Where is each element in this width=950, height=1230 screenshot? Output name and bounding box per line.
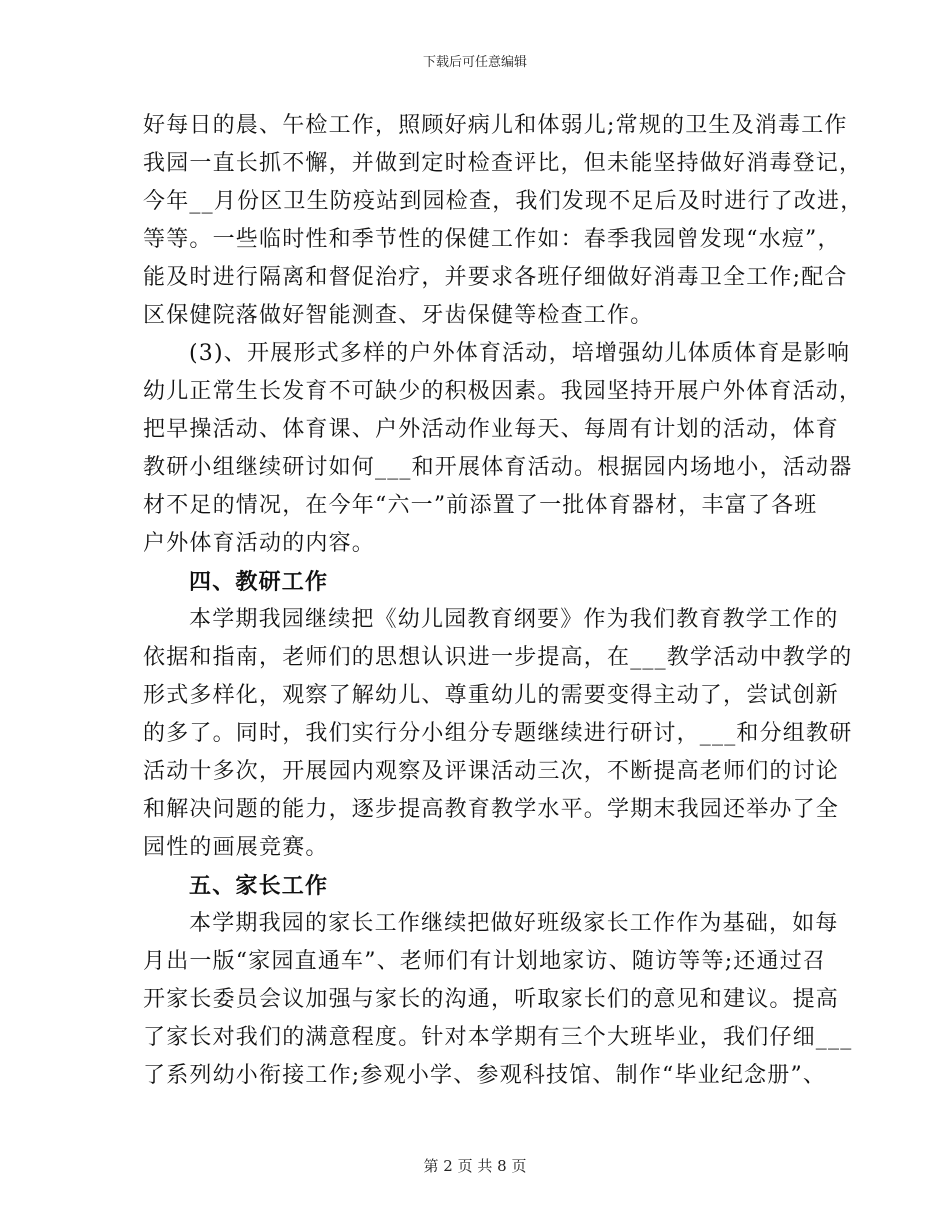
text-line: 和解决问题的能力，逐步提高教育教学水平。学期末我园还举办了全 [143, 797, 840, 822]
text-line: 依据和指南，老师们的思想认识进一步提高，在___教学活动中教学的 [143, 645, 853, 670]
document-body [143, 107, 864, 1095]
text-line: 了系列幼小衔接工作;参观小学、参观科技馆、制作“毕业纪念册”、 [143, 1063, 827, 1088]
section-heading: 五、家长工作 [189, 873, 329, 899]
text-line: 月出一版“家园直通车”、老师们有计划地家访、随访等等;还通过召 [143, 949, 827, 974]
page-number-footer: 第 2 页 共 8 页 [423, 1157, 527, 1175]
text-line: 我园一直长抓不懈，并做到定时检查评比，但未能坚持做好消毒登记， [143, 151, 863, 176]
text-line: 园性的画展竞赛。 [143, 835, 329, 860]
text-line: 本学期我园的家长工作继续把做好班级家长工作作为基础，如每 [189, 911, 839, 936]
text-line: 户外体育活动的内容。 [143, 531, 376, 556]
text-line: 等等。一些临时性和季节性的保健工作如：春季我园曾发现“水痘”， [143, 227, 841, 252]
text-line: 幼儿正常生长发育不可缺少的积极因素。我园坚持开展户外体育活动， [143, 379, 863, 404]
text-line: 把早操活动、体育课、户外活动作业每天、每周有计划的活动，体育 [143, 417, 840, 442]
text-line: 的多了。同时，我们实行分小组分专题继续进行研讨，___和分组教研 [143, 721, 853, 746]
section-heading: 四、教研工作 [189, 569, 329, 595]
page-header-note: 下载后可任意编辑 [422, 55, 527, 70]
text-line: 好每日的晨、午检工作，照顾好病儿和体弱儿;常规的卫生及消毒工作 [143, 113, 848, 138]
text-line: 开家长委员会议加强与家长的沟通，听取家长们的意见和建议。提高 [143, 987, 840, 1012]
text-line: 材不足的情况，在今年“六一”前添置了一批体育器材，丰富了各班 [143, 493, 818, 518]
text-line: 能及时进行隔离和督促治疗，并要求各班仔细做好消毒卫全工作;配合 [143, 265, 848, 290]
text-line: 区保健院落做好智能测查、牙齿保健等检查工作。 [143, 303, 654, 328]
text-line: 教研小组继续研讨如何___和开展体育活动。根据园内场地小，活动器 [143, 455, 853, 480]
text-line: 本学期我园继续把《幼儿园教育纲要》作为我们教育教学工作的 [189, 607, 839, 632]
text-line: 了家长对我们的满意程度。针对本学期有三个大班毕业，我们仔细___ [143, 1025, 853, 1050]
text-line: 今年__月份区卫生防疫站到园检查，我们发现不足后及时进行了改进， [143, 189, 864, 214]
text-line: (3)、开展形式多样的户外体育活动，培增强幼儿体质体育是影响 [189, 341, 851, 366]
text-line: 形式多样化，观察了解幼儿、尊重幼儿的需要变得主动了，尝试创新 [143, 683, 840, 708]
text-line: 活动十多次，开展园内观察及评课活动三次，不断提高老师们的讨论 [143, 759, 840, 784]
